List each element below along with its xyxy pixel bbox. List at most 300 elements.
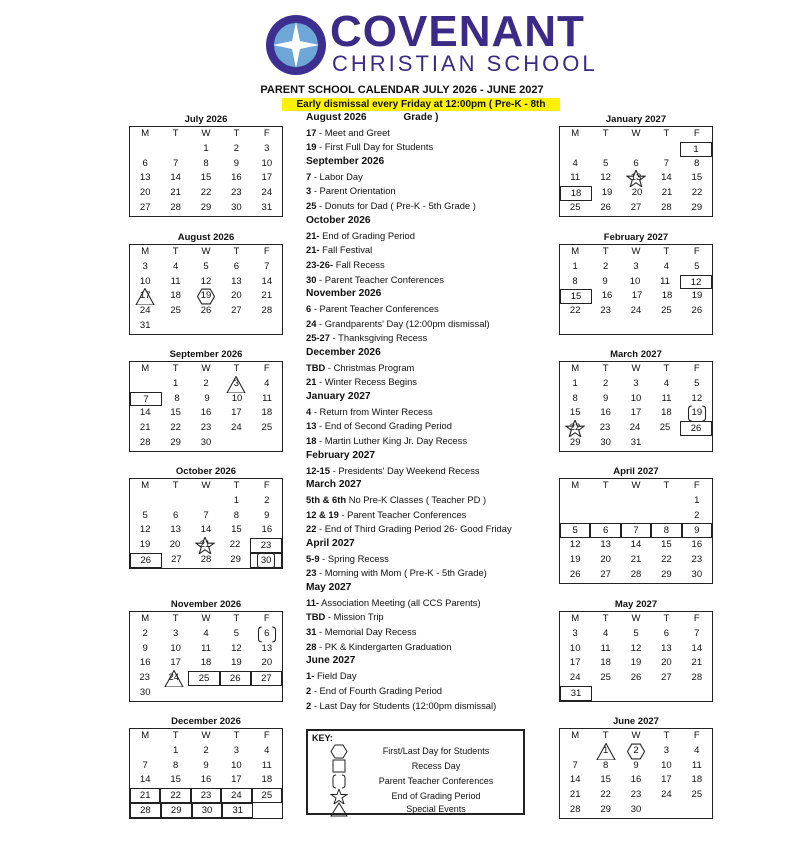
- day-cell: 2: [602, 260, 609, 272]
- day-cell: 27: [661, 672, 672, 684]
- month-grid: [559, 361, 713, 452]
- day-cell: 3: [572, 627, 578, 639]
- day-cell: 2: [264, 494, 270, 506]
- event-month-heading: October 2026: [306, 214, 371, 226]
- week-row: [130, 538, 282, 553]
- day-cell: 26: [600, 201, 611, 213]
- day-cell: 8: [203, 157, 209, 169]
- day-cell: 29: [161, 803, 192, 818]
- week-row: [130, 142, 282, 157]
- day-cell: 31: [560, 686, 592, 701]
- event-text: - Presidents' Day Weekend Recess: [329, 464, 480, 476]
- day-cell: 11: [660, 275, 670, 287]
- week-row: [560, 509, 712, 524]
- weekday-header: M: [141, 363, 150, 374]
- event-date: 23-26-: [306, 258, 334, 270]
- weekday-header-row: [560, 479, 712, 494]
- event-date: 1-: [306, 670, 315, 682]
- week-row: [560, 289, 712, 304]
- day-cell: 18: [661, 290, 673, 302]
- day-cell: 17: [231, 407, 242, 419]
- day-cell: 25: [252, 788, 282, 803]
- event-text: - Labor Day: [311, 170, 363, 182]
- event-date: 30: [306, 273, 317, 285]
- week-row: [130, 494, 282, 509]
- event-text: - Christmas Program: [325, 361, 415, 373]
- event-text: - PK & Kindergarten Graduation: [316, 640, 452, 652]
- event-text: - Donuts for Dad ( Pre-K - 5th Grade ): [316, 200, 476, 212]
- weekday-header: T: [233, 480, 240, 491]
- day-cell: 22: [569, 422, 581, 434]
- event-item: [306, 464, 566, 479]
- day-cell: 15: [600, 774, 611, 786]
- event-date: 13: [306, 420, 317, 432]
- day-cell: 23: [599, 422, 611, 434]
- week-row: [130, 627, 282, 642]
- event-item: [306, 229, 566, 244]
- day-cell: 10: [170, 642, 181, 654]
- week-row: [130, 377, 282, 392]
- day-cell: 25: [691, 789, 703, 801]
- weekday-header: W: [631, 613, 641, 624]
- month-september-2026: [129, 349, 283, 452]
- weekday-header: W: [631, 730, 641, 741]
- weekday-header: T: [233, 128, 240, 139]
- day-cell: 20: [231, 290, 242, 302]
- key-row-recess-day: [316, 759, 516, 774]
- day-cell: 19: [630, 657, 642, 669]
- event-text: - Meet and Greet: [316, 126, 390, 138]
- event-text: - Parent Teacher Conferences: [338, 508, 467, 520]
- key-row-conferences: [316, 774, 516, 789]
- week-row: [130, 656, 282, 671]
- day-cell: 11: [661, 392, 672, 404]
- day-cell: [651, 509, 681, 524]
- event-date: 22: [306, 523, 317, 535]
- day-cell: 23: [600, 305, 611, 317]
- month-may-2027: [559, 599, 713, 702]
- brand-name: COVENANT: [330, 7, 585, 56]
- day-cell: 2: [694, 509, 700, 521]
- day-cell: 11: [691, 759, 702, 771]
- event-item: [306, 331, 566, 346]
- day-cell: 9: [633, 759, 639, 771]
- day-cell: 9: [204, 392, 210, 404]
- weekday-header: F: [263, 128, 270, 139]
- day-cell: 14: [139, 774, 151, 786]
- day-cell: 31: [139, 319, 151, 331]
- day-cell: 26: [569, 568, 581, 580]
- day-cell: [622, 686, 652, 701]
- day-cell: 1: [680, 142, 712, 157]
- weekday-header: T: [602, 246, 609, 257]
- week-row: [560, 319, 712, 334]
- day-cell: 22: [600, 789, 611, 801]
- day-cell: [130, 377, 160, 392]
- day-cell: 20: [631, 187, 643, 199]
- day-cell: 6: [633, 157, 639, 169]
- brackets-icon: [330, 774, 348, 789]
- day-cell: 27: [251, 671, 282, 686]
- day-cell: 7: [264, 260, 270, 272]
- weekday-header-row: [130, 127, 282, 142]
- day-cell: 16: [200, 407, 212, 419]
- day-cell: 21: [199, 539, 211, 551]
- day-cell: 27: [139, 201, 151, 213]
- day-cell: 2: [633, 744, 639, 756]
- event-text: - Grandparents' Day (12:00pm dismissal): [316, 317, 490, 329]
- day-cell: 13: [600, 539, 611, 551]
- key-row-special-events: [316, 802, 516, 817]
- day-cell: 17: [261, 172, 273, 184]
- weekday-header: M: [141, 613, 150, 624]
- day-cell: 19: [231, 657, 242, 669]
- event-item: [306, 243, 566, 258]
- week-row: [130, 803, 282, 818]
- event-date: 19: [306, 141, 317, 153]
- day-cell: 6: [264, 627, 270, 639]
- day-cell: 19: [601, 187, 613, 199]
- event-date: TBD: [306, 611, 326, 623]
- day-cell: 3: [142, 260, 148, 272]
- event-item: [306, 419, 566, 434]
- day-cell: 30: [600, 436, 611, 448]
- weekday-header: T: [233, 613, 240, 624]
- day-cell: 2: [233, 142, 240, 154]
- week-row: [560, 494, 712, 509]
- week-row: [130, 275, 282, 290]
- weekday-header: T: [602, 613, 609, 624]
- month-title: January 2027: [605, 114, 667, 125]
- day-cell: 19: [139, 539, 151, 551]
- weekday-header: W: [631, 246, 641, 257]
- day-cell: 23: [630, 789, 642, 801]
- month-february-2027: [559, 232, 713, 335]
- day-cell: 7: [621, 523, 651, 538]
- day-cell: 16: [691, 539, 703, 551]
- day-cell: 28: [569, 803, 581, 815]
- day-cell: 22: [170, 422, 181, 434]
- day-cell: [253, 803, 282, 818]
- day-cell: 25: [600, 672, 611, 684]
- day-cell: 8: [694, 157, 700, 169]
- day-cell: 1: [172, 377, 179, 389]
- day-cell: 27: [600, 568, 611, 580]
- day-cell: [130, 744, 160, 759]
- day-cell: 12: [200, 275, 212, 287]
- day-cell: 30: [691, 568, 703, 580]
- event-item: [306, 522, 566, 537]
- month-grid: [129, 611, 283, 702]
- month-title: December 2026: [171, 716, 241, 727]
- day-cell: 24: [629, 422, 641, 434]
- week-row: [130, 773, 282, 788]
- weekday-header: M: [571, 480, 580, 491]
- event-text: - Return from Winter Recess: [311, 405, 433, 417]
- day-cell: 12: [569, 539, 581, 551]
- day-cell: [160, 686, 190, 701]
- day-cell: 3: [233, 377, 240, 389]
- day-cell: [191, 494, 221, 509]
- day-cell: 20: [261, 657, 273, 669]
- weekday-header: T: [233, 246, 240, 257]
- day-cell: 26: [630, 672, 642, 684]
- event-date: 6: [306, 302, 312, 314]
- week-row: [130, 509, 282, 524]
- day-cell: [160, 494, 190, 509]
- event-date: 21: [306, 376, 317, 388]
- event-item: [306, 434, 566, 449]
- event-text: No Pre-K Classes ( Teacher PD ): [346, 493, 487, 505]
- day-cell: 12: [691, 392, 703, 404]
- month-title: July 2026: [184, 114, 228, 125]
- day-cell: 29: [170, 436, 181, 448]
- weekday-header: W: [201, 730, 211, 741]
- week-row: [560, 406, 712, 421]
- event-text: - Mission Trip: [325, 611, 384, 623]
- day-cell: 12: [231, 642, 242, 654]
- event-date: 5th & 6th: [306, 493, 347, 505]
- brand-subtitle: CHRISTIAN SCHOOL: [332, 51, 598, 76]
- day-cell: 16: [600, 407, 611, 419]
- week-row: [560, 788, 712, 803]
- event-month-heading: February 2027: [306, 449, 376, 461]
- day-cell: 17: [170, 657, 181, 669]
- day-cell: 16: [139, 657, 151, 669]
- day-cell: 16: [261, 524, 273, 536]
- weekday-header: T: [602, 128, 609, 139]
- day-cell: 7: [694, 627, 700, 639]
- day-cell: 19: [691, 290, 703, 302]
- event-date: 17: [306, 126, 317, 138]
- weekday-header: T: [663, 480, 670, 491]
- day-cell: 23: [231, 187, 242, 199]
- day-cell: [651, 436, 681, 451]
- day-cell: 30: [139, 686, 151, 698]
- day-cell: 24: [231, 422, 242, 434]
- events-list: [306, 111, 566, 713]
- day-cell: 5: [203, 260, 209, 272]
- event-month-heading: March 2027: [306, 479, 362, 491]
- day-cell: 24: [569, 672, 581, 684]
- month-grid: [129, 244, 283, 335]
- day-cell: [682, 436, 712, 451]
- week-row: [560, 421, 712, 436]
- weekday-header: M: [571, 613, 580, 624]
- day-cell: 8: [651, 523, 681, 538]
- day-cell: 5: [694, 260, 700, 272]
- day-cell: 25: [659, 422, 671, 434]
- day-cell: 8: [172, 759, 179, 771]
- week-row: [560, 304, 712, 319]
- day-cell: 7: [203, 509, 209, 521]
- day-cell: 28: [170, 201, 181, 213]
- event-text: End of Grading Period: [319, 229, 415, 241]
- weekday-header-row: [130, 612, 282, 627]
- day-cell: 7: [572, 759, 578, 771]
- month-title: March 2027: [610, 349, 662, 360]
- week-row: [560, 773, 712, 788]
- week-row: [560, 656, 712, 671]
- event-item: [306, 552, 566, 567]
- month-grid: [559, 244, 713, 335]
- day-cell: 14: [691, 642, 703, 654]
- month-june-2027: [559, 716, 713, 819]
- weekday-header-row: [560, 362, 712, 377]
- event-text: - Spring Recess: [319, 552, 389, 564]
- weekday-header-row: [130, 362, 282, 377]
- day-cell: 4: [203, 627, 209, 639]
- weekday-header: T: [172, 128, 179, 139]
- event-item: [306, 140, 566, 155]
- week-row: [560, 392, 712, 407]
- event-text: - End of Second Grading Period: [316, 420, 452, 432]
- day-cell: 9: [203, 759, 209, 771]
- event-text: Fall Festival: [319, 244, 373, 256]
- day-cell: 24: [630, 305, 642, 317]
- week-row: [130, 157, 282, 172]
- week-row: [130, 686, 282, 701]
- day-cell: 17: [661, 774, 672, 786]
- weekday-header: T: [233, 363, 240, 374]
- week-row: [560, 171, 712, 186]
- day-cell: [160, 142, 190, 157]
- day-cell: 26: [220, 671, 251, 686]
- day-cell: 8: [233, 509, 240, 521]
- day-cell: 28: [130, 803, 161, 818]
- triangle-icon: [330, 802, 348, 817]
- event-month-heading: November 2026: [306, 288, 382, 300]
- event-text: - First Full Day for Students: [316, 141, 434, 153]
- day-cell: [221, 319, 251, 334]
- week-row: [560, 275, 712, 290]
- month-grid: [129, 361, 283, 452]
- day-cell: 17: [139, 290, 151, 302]
- day-cell: 31: [222, 803, 253, 818]
- day-cell: 14: [630, 539, 642, 551]
- event-item: [306, 184, 566, 199]
- day-cell: 2: [142, 627, 148, 639]
- day-cell: 27: [231, 305, 242, 317]
- day-cell: 26: [680, 421, 712, 436]
- day-cell: 20: [600, 553, 611, 565]
- day-cell: [130, 142, 160, 157]
- day-cell: 6: [590, 523, 620, 538]
- day-cell: 5: [233, 627, 240, 639]
- day-cell: 6: [663, 627, 670, 639]
- key-label: First/Last Day for Students: [382, 746, 490, 756]
- day-cell: 10: [569, 642, 581, 654]
- day-cell: 26: [200, 305, 212, 317]
- event-item: [306, 640, 566, 655]
- event-month-heading: June 2027: [306, 655, 356, 667]
- day-cell: [620, 142, 650, 157]
- key-row-first-last-day: [316, 744, 516, 759]
- day-cell: 21: [630, 553, 642, 565]
- day-cell: 16: [601, 290, 613, 302]
- day-cell: 8: [602, 759, 609, 771]
- weekday-header: F: [693, 363, 700, 374]
- week-row: [130, 553, 282, 568]
- day-cell: 26: [691, 305, 703, 317]
- week-row: [130, 671, 282, 686]
- week-row: [560, 377, 712, 392]
- weekday-header-row: [560, 612, 712, 627]
- day-cell: 23: [200, 422, 212, 434]
- day-cell: 6: [142, 157, 148, 169]
- month-august-2026: [129, 232, 283, 335]
- weekday-header: T: [172, 363, 179, 374]
- week-row: [130, 201, 282, 216]
- day-cell: 4: [264, 377, 270, 389]
- day-cell: 5: [560, 523, 590, 538]
- day-cell: [221, 686, 251, 701]
- month-grid: [559, 611, 713, 702]
- day-cell: 14: [261, 275, 273, 287]
- event-item: [306, 126, 566, 141]
- day-cell: 18: [661, 407, 672, 419]
- day-cell: 13: [261, 642, 273, 654]
- day-cell: 15: [661, 539, 672, 551]
- day-cell: [651, 494, 681, 509]
- day-cell: 9: [142, 642, 148, 654]
- weekday-header-row: [560, 127, 712, 142]
- event-item: [306, 273, 566, 288]
- day-cell: 6: [233, 260, 240, 272]
- week-row: [560, 627, 712, 642]
- month-title: February 2027: [603, 232, 669, 243]
- weekday-header: F: [263, 730, 270, 741]
- day-cell: 15: [200, 172, 212, 184]
- day-cell: [621, 319, 651, 334]
- week-row: [130, 744, 282, 759]
- day-cell: 22: [200, 187, 212, 199]
- week-row: [560, 671, 712, 686]
- weekday-header: M: [571, 128, 580, 139]
- day-cell: 10: [231, 759, 242, 771]
- weekday-header: W: [631, 480, 641, 491]
- day-cell: 12: [630, 642, 642, 654]
- event-item: [306, 625, 566, 640]
- day-cell: 15: [569, 407, 581, 419]
- week-row: [130, 421, 282, 436]
- event-date: 12-15: [306, 464, 330, 476]
- weekday-header: T: [602, 730, 609, 741]
- day-cell: 30: [231, 201, 242, 213]
- event-item: [306, 699, 566, 714]
- event-item: [306, 317, 566, 332]
- day-cell: 28: [200, 553, 212, 565]
- event-month-heading: January 2027: [306, 391, 371, 403]
- day-cell: [590, 142, 620, 157]
- day-cell: 29: [691, 201, 703, 213]
- event-item: [306, 170, 566, 185]
- day-cell: 11: [261, 759, 272, 771]
- weekday-header: W: [201, 246, 211, 257]
- day-cell: 15: [170, 774, 181, 786]
- month-grid: [129, 478, 283, 569]
- day-cell: 15: [170, 407, 181, 419]
- event-item: [306, 199, 566, 214]
- key-title: KEY:: [312, 733, 333, 743]
- day-cell: [682, 319, 712, 334]
- calendar-title: PARENT SCHOOL CALENDAR JULY 2026 - JUNE 2027: [260, 84, 544, 96]
- event-date: 2: [306, 684, 312, 696]
- event-item: [306, 596, 566, 611]
- day-cell: 9: [233, 157, 240, 169]
- day-cell: 19: [200, 290, 212, 302]
- day-cell: 30: [200, 436, 212, 448]
